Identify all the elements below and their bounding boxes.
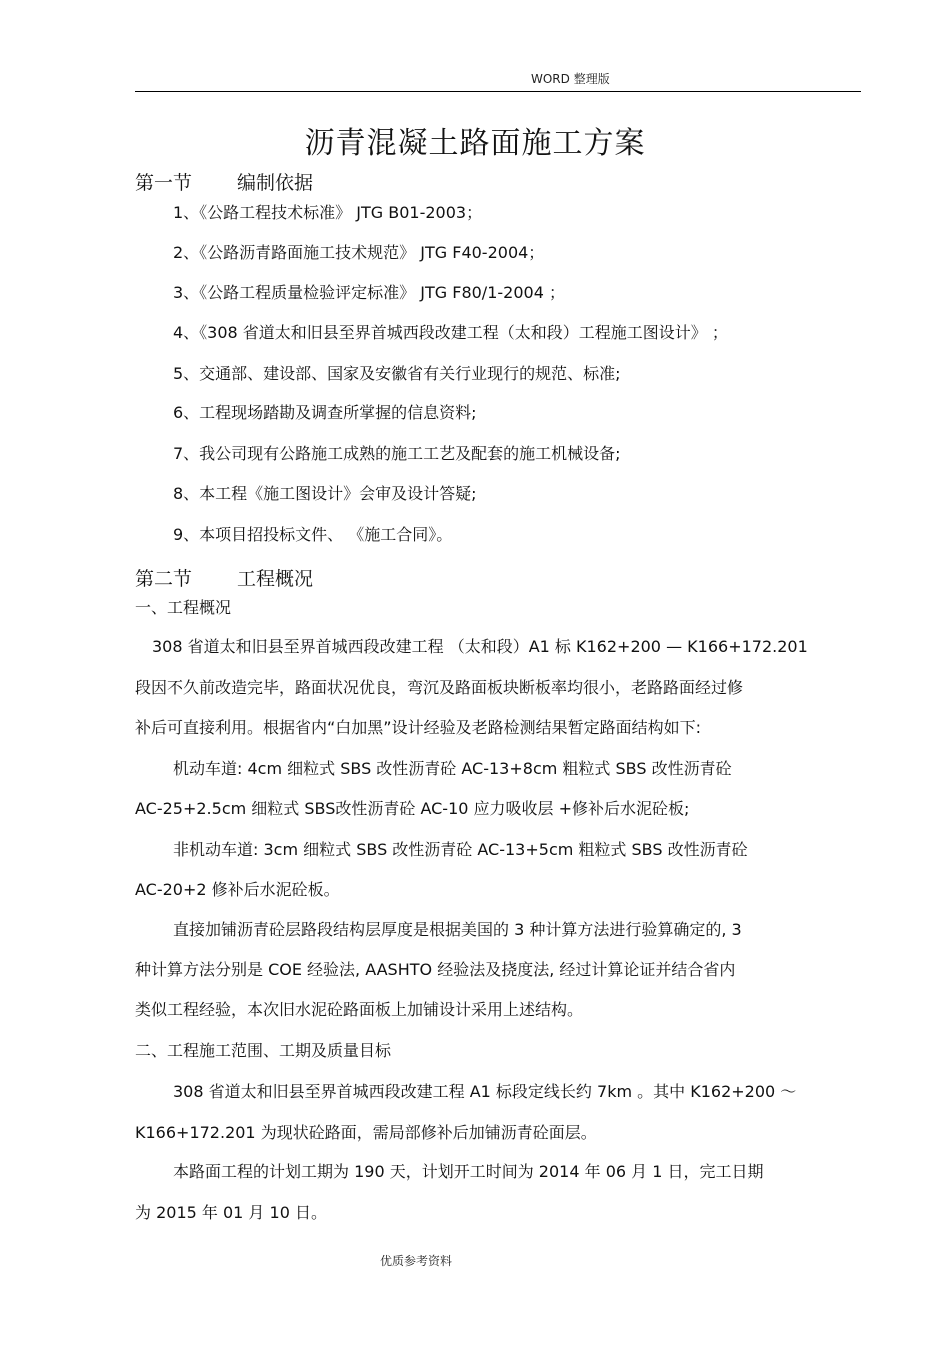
section-1-title: 编制依据 — [237, 172, 314, 194]
page-header: WORD 整理版 — [531, 72, 610, 86]
paragraph-line: 为 2015 年 01 月 10 日。 — [135, 1203, 327, 1222]
basis-item: 6、工程现场踏勘及调查所掌握的信息资料; — [173, 403, 477, 422]
paragraph-line: AC-20+2 修补后水泥砼板。 — [135, 880, 340, 899]
paragraph-line: 类似工程经验，本次旧水泥砼路面板上加铺设计采用上述结构。 — [135, 1000, 584, 1019]
paragraph-line: AC-25+2.5cm 细粒式 SBS改性沥青砼 AC-10 应力吸收层 +修补后水泥砼板; — [135, 799, 690, 818]
section-1-heading — [135, 168, 313, 195]
paragraph-line: 补后可直接利用。根据省内“白加黑”设计经验及老路检测结果暂定路面结构如下: — [135, 718, 701, 737]
basis-item: 7、我公司现有公路施工成熟的施工工艺及配套的施工机械设备; — [173, 444, 621, 463]
page-footer: 优质参考资料 — [380, 1254, 453, 1268]
paragraph-line: 非机动车道: 3cm 细粒式 SBS 改性沥青砼 AC-13+5cm 粗粒式 SBS 改性沥青砼 — [173, 840, 748, 859]
section-2-heading — [135, 564, 313, 591]
section-2-title: 工程概况 — [237, 568, 314, 590]
document-title: 沥青混凝土路面施工方案 — [304, 126, 646, 161]
subsection-scope: 二、工程施工范围、工期及质量目标 — [135, 1041, 392, 1060]
paragraph-line: 308 省道太和旧县至界首城西段改建工程 A1 标段定线长约 7km 。其中 K162+200 ～ — [173, 1082, 797, 1101]
section-2-number: 第二节 — [135, 568, 193, 590]
basis-item: 1、《公路工程技术标准》 JTG B01-2003； — [173, 203, 483, 222]
basis-item: 8、本工程《施工图设计》会审及设计答疑; — [173, 484, 477, 503]
basis-item: 9、本项目招投标文件、 《施工合同》。 — [173, 525, 453, 544]
subsection-overview: 一、工程概况 — [135, 598, 232, 617]
paragraph-line: 种计算方法分别是 COE 经验法, AASHTO 经验法及挠度法, 经过计算论证并结合省内 — [135, 960, 736, 979]
paragraph-line: 机动车道: 4cm 细粒式 SBS 改性沥青砼 AC-13+8cm 粗粒式 SBS 改性沥青砼 — [173, 759, 732, 778]
paragraph-line: 直接加铺沥青砼层路段结构层厚度是根据美国的 3 种计算方法进行验算确定的, 3 — [173, 920, 742, 939]
basis-item: 3、《公路工程质量检验评定标准》 JTG F80/1-2004 ； — [173, 283, 565, 302]
paragraph-line: 308 省道太和旧县至界首城西段改建工程 （太和段）A1 标 K162+200 — K166+172.201 — [152, 637, 808, 656]
paragraph-line: 段因不久前改造完毕，路面状况优良，弯沉及路面板块断板率均很小，老路路面经过修 — [135, 678, 744, 697]
basis-item: 2、《公路沥青路面施工技术规范》 JTG F40-2004； — [173, 243, 545, 262]
basis-item: 5、交通部、建设部、国家及安徽省有关行业现行的规范、标准; — [173, 364, 621, 383]
paragraph-line: K166+172.201 为现状砼路面，需局部修补后加铺沥青砼面层。 — [135, 1123, 597, 1142]
section-1-number: 第一节 — [135, 172, 193, 194]
basis-item: 4、《308 省道太和旧县至界首城西段改建工程（太和段）工程施工图设计》 ； — [173, 323, 728, 342]
header-rule — [135, 91, 861, 92]
paragraph-line: 本路面工程的计划工期为 190 天，计划开工时间为 2014 年 06 月 1 日，完工日期 — [173, 1162, 764, 1181]
